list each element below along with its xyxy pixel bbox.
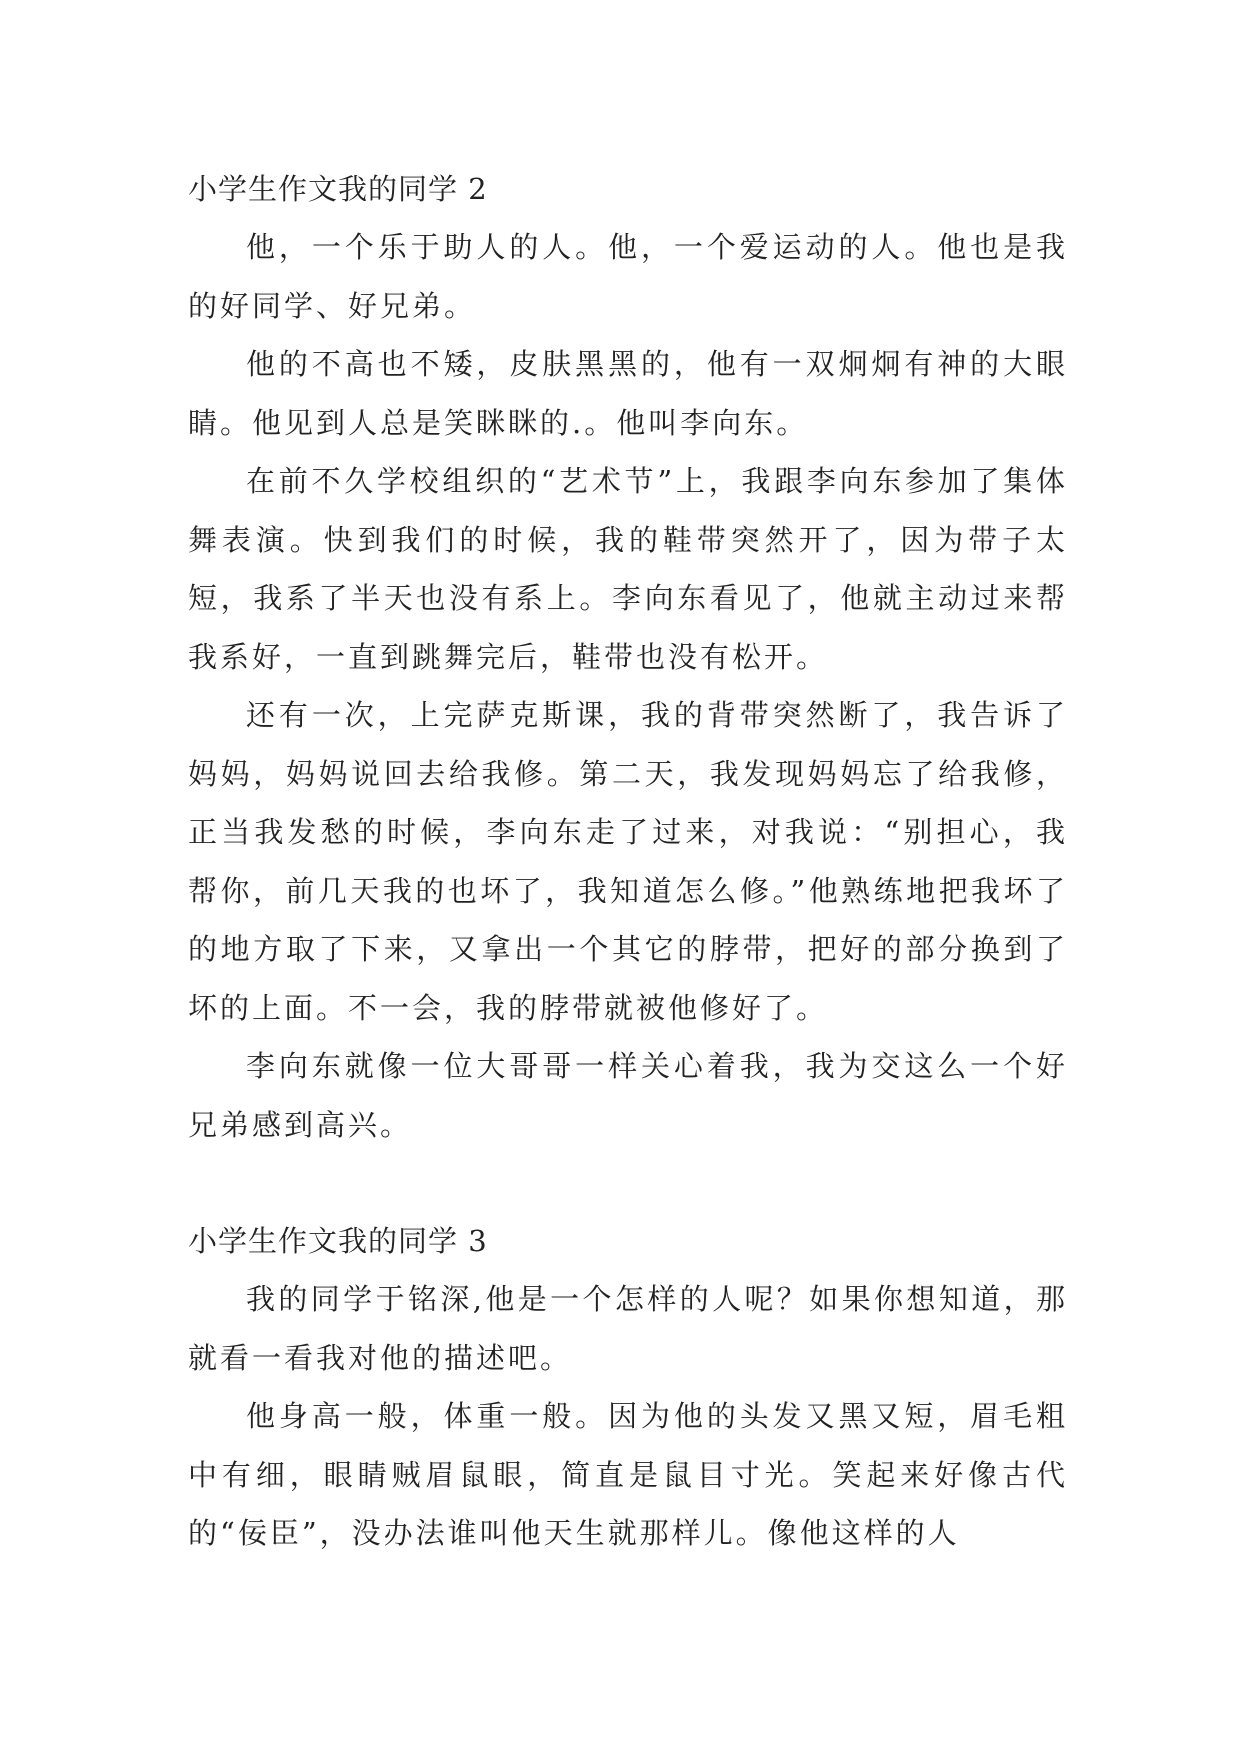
paragraph: 我的同学于铭深,他是一个怎样的人呢？如果你想知道，那就看一看我对他的描述吧。 <box>188 1282 1068 1375</box>
paragraph: 他，一个乐于助人的人。他，一个爱运动的人。他也是我的好同学、好兄弟。 <box>188 230 1068 323</box>
paragraph: 他身高一般，体重一般。因为他的头发又黑又短，眉毛粗中有细，眼睛贼眉鼠眼，简直是鼠目寸光。笑起来好像古代的“佞臣”，没办法谁叫他天生就那样儿。像他这样的人 <box>188 1399 1068 1550</box>
paragraph: 他的不高也不矮，皮肤黑黑的，他有一双炯炯有神的大眼睛。他见到人总是笑眯眯的.。他叫李向东。 <box>188 347 1068 440</box>
paragraph: 李向东就像一位大哥哥一样关心着我，我为交这么一个好兄弟感到高兴。 <box>188 1049 1068 1142</box>
essay-section-2 <box>188 160 1068 1154</box>
paragraph: 在前不久学校组织的“艺术节”上，我跟李向东参加了集体舞表演。快到我们的时候，我的鞋带突然开了，因为带子太短，我系了半天也没有系上。李向东看见了，他就主动过来帮我系好，一直到跳舞完后，鞋带也没有松开。 <box>188 464 1068 674</box>
essay-title: 小学生作文我的同学 2 <box>188 172 488 206</box>
section-spacer <box>188 1154 1068 1212</box>
document-page <box>188 160 1068 1563</box>
essay-title: 小学生作文我的同学 3 <box>188 1224 488 1258</box>
essay-section-3 <box>188 1212 1068 1563</box>
paragraph: 还有一次，上完萨克斯课，我的背带突然断了，我告诉了妈妈，妈妈说回去给我修。第二天，我发现妈妈忘了给我修，正当我发愁的时候，李向东走了过来，对我说：“别担心，我帮你，前几天我的也坏了，我知道怎么修。”他熟练地把我坏了的地方取了下来，又拿出一个其它的脖带，把好的部分换到了坏的上面。不一会，我的脖带就被他修好了。 <box>188 698 1068 1025</box>
